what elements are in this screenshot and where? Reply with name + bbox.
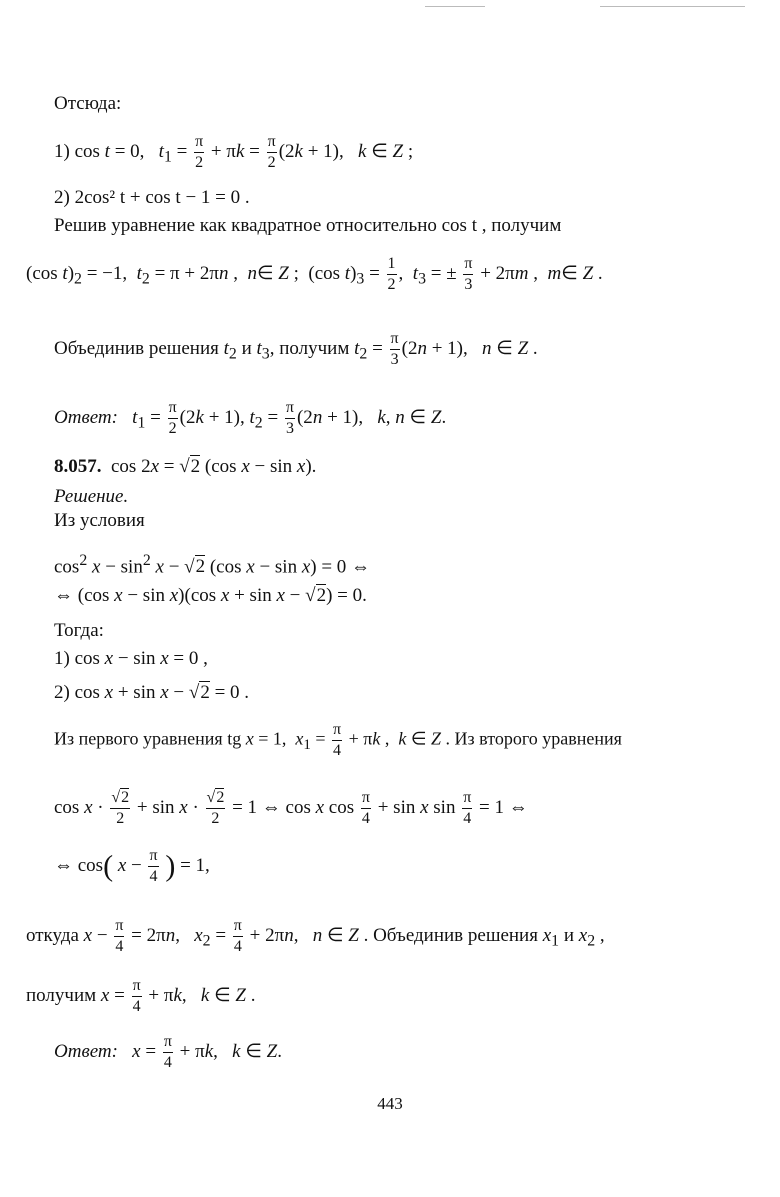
formula-line: 1) cos t = 0, $t_1$ = $\frac{\pi}{2}$ + πk = $\frac{\pi}{2}$ (2k + 1), k ∈ Z ; xyxy=(54,133,414,171)
formula-line: ⇔ cos( x − $\frac{\pi}{4}$ ) = 1, xyxy=(54,847,210,885)
answer-label: Ответ: xyxy=(54,406,118,428)
answer-line: Ответ: x = $\frac{\pi}{4}$ + πk, k ∈ Z. xyxy=(54,1033,282,1071)
formula-line: 1) cos x − sin x = 0 , xyxy=(54,648,208,669)
problem-number: 8.057. xyxy=(54,456,102,477)
formula-line: 2) cos x + sin x − √2 = 0 . xyxy=(54,682,250,703)
formula-line: $\cos^2 x - \sin^2 x - √2$ (cos x − sin x) = 0 ⇔ xyxy=(54,552,371,578)
formula-line: Из первого уравнения tg x = 1, $x_1$ = $\frac{\pi}{4}$ + πk , k ∈ Z . Из второго уравнения xyxy=(54,721,622,759)
formula-line: ⇔ (cos x − sin x)(cos x + sin x − √2) = 0. xyxy=(54,585,367,606)
text-line: Решив уравнение как квадратное относительно cos t , получим xyxy=(54,215,562,236)
formula-line: откуда x − $\frac{\pi}{4}$ = 2πn, $x_2$ = $\frac{\pi}{4}$ + 2πn, n ∈ Z . Объединив решения $x_1$ и $x_2$ , xyxy=(26,917,605,955)
scan-edge-line xyxy=(425,6,485,7)
problem-heading xyxy=(54,456,316,478)
solution-label: Решение. xyxy=(54,486,129,507)
problem-equation: cos 2x = √2 (cos x − sin x). xyxy=(111,456,317,477)
text-line: Отсюда: xyxy=(54,93,122,114)
text-line: Из условия xyxy=(54,510,145,531)
answer-label: Ответ: xyxy=(54,1040,118,1062)
formula-line: (cos $t)_2 = -1$, $t_2 = \pi + 2\pi n$ , n∈ Z ; (cos $t)_3$ = $\frac{1}{2}$ , $t_3$ = ± $\frac{\pi}{3}$ + 2πm , m∈ Z . xyxy=(26,255,603,293)
formula-line: получим x = $\frac{\pi}{4}$ + πk, k ∈ Z . xyxy=(26,977,256,1015)
text-line: Тогда: xyxy=(54,620,104,641)
formula-line: Объединив решения $t_2$ и $t_3$, получим $t_2$ = $\frac{\pi}{3}$ (2n + 1), n ∈ Z . xyxy=(54,330,538,368)
page-number: 443 xyxy=(377,1094,403,1113)
formula-line: cos x · $\frac{√2}{2}$ + sin x · $\frac{√2}{2}$ = 1 ⇔ cos x cos $\frac{\pi}{4}$ + sin x sin $\frac{\pi}{4}$ = 1 ⇔ xyxy=(54,789,528,827)
scan-edge-line xyxy=(600,6,745,7)
formula-line: 2) 2cos² t + cos t − 1 = 0 . xyxy=(54,187,250,208)
answer-line: Ответ: $t_1$ = $\frac{\pi}{2}$ (2k + 1), $t_2$ = $\frac{\pi}{3}$ (2n + 1), k, n ∈ Z. xyxy=(54,399,447,437)
